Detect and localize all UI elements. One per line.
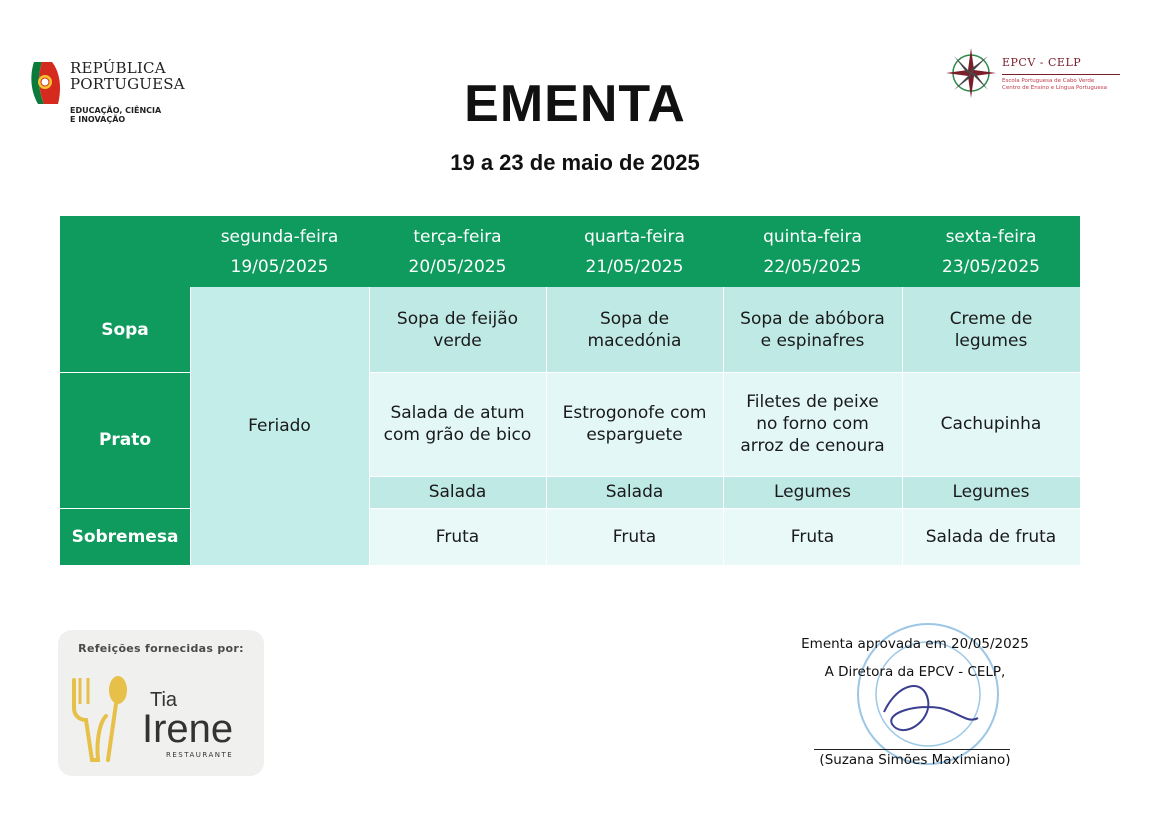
school-name: EPCV - CELP xyxy=(1002,56,1082,69)
day-date: 19/05/2025 xyxy=(230,256,329,277)
row-header-prato: Prato xyxy=(60,372,190,508)
school-sub-line1: Escola Portuguesa de Cabo Verde xyxy=(1002,78,1095,84)
grid-line xyxy=(369,287,370,565)
brand-line2: Irene xyxy=(142,707,234,751)
signature-line xyxy=(814,749,1010,750)
holiday-cell: Feriado xyxy=(190,287,369,565)
grid-line xyxy=(369,372,1080,373)
caterer-card xyxy=(58,630,264,776)
grid-line xyxy=(190,287,191,565)
page-title: EMENTA xyxy=(464,75,686,133)
fork-spoon-icon xyxy=(74,676,127,760)
prato-cell: Estrogonofe com esparguete xyxy=(546,372,723,476)
prato-cell: Cachupinha xyxy=(902,372,1080,476)
weekday-label: segunda-feira xyxy=(220,226,339,247)
side-dish-cell: Legumes xyxy=(902,476,1080,508)
weekday-label: sexta-feira xyxy=(945,226,1037,247)
sopa-cell: Sopa de macedónia xyxy=(546,287,723,372)
approval-role: A Diretora da EPCV - CELP, xyxy=(824,664,1006,680)
sopa-cell: Creme de legumes xyxy=(902,287,1080,372)
grid-line xyxy=(60,372,190,373)
day-date: 21/05/2025 xyxy=(585,256,684,277)
grid-line xyxy=(60,508,190,509)
grid-line xyxy=(723,287,724,565)
row-header-sobremesa: Sobremesa xyxy=(60,508,190,565)
weekday-label: quinta-feira xyxy=(763,226,862,247)
signatory-name: (Suzana Simões Maximiano) xyxy=(819,752,1011,768)
side-dish-cell: Legumes xyxy=(723,476,902,508)
corner-cell xyxy=(60,216,190,287)
day-header-tuesday xyxy=(369,216,546,287)
day-date: 23/05/2025 xyxy=(942,256,1040,277)
brand-sub: RESTAURANTE xyxy=(166,751,234,759)
sobremesa-cell: Fruta xyxy=(546,508,723,565)
day-date: 22/05/2025 xyxy=(763,256,862,277)
day-header-monday xyxy=(190,216,369,287)
ministry-line1: EDUCAÇÃO, CIÊNCIA xyxy=(70,106,162,115)
grid-line xyxy=(369,508,1080,509)
tia-irene-logo xyxy=(66,660,258,770)
day-date: 20/05/2025 xyxy=(408,256,507,277)
grid-line xyxy=(546,287,547,565)
day-header-thursday xyxy=(723,216,902,287)
weekday-label: terça-feira xyxy=(413,226,502,247)
row-header-sopa: Sopa xyxy=(60,287,190,372)
sopa-cell: Sopa de abóbora e espinafres xyxy=(723,287,902,372)
grid-line xyxy=(902,287,903,565)
republica-line2: PORTUGUESA xyxy=(70,75,185,93)
side-dish-cell: Salada xyxy=(546,476,723,508)
republica-line1: REPÚBLICA xyxy=(70,59,166,77)
sobremesa-cell: Salada de fruta xyxy=(902,508,1080,565)
sobremesa-cell: Fruta xyxy=(723,508,902,565)
caterer-label: Refeições fornecidas por: xyxy=(78,642,244,655)
sopa-cell: Sopa de feijão verde xyxy=(369,287,546,372)
day-header-wednesday xyxy=(546,216,723,287)
ministry-line2: E INOVAÇÃO xyxy=(70,115,126,124)
side-dish-cell: Salada xyxy=(369,476,546,508)
weekday-label: quarta-feira xyxy=(584,226,685,247)
approval-date: Ementa aprovada em 20/05/2025 xyxy=(801,636,1029,652)
sobremesa-cell: Fruta xyxy=(369,508,546,565)
prato-cell: Salada de atum com grão de bico xyxy=(369,372,546,476)
date-range: 19 a 23 de maio de 2025 xyxy=(450,150,700,175)
prato-cell: Filetes de peixe no forno com arroz de cenoura xyxy=(723,372,902,476)
brand-line1: Tia xyxy=(150,689,178,711)
day-header-friday xyxy=(902,216,1080,287)
grid-line xyxy=(369,476,1080,477)
menu-table xyxy=(60,216,1080,565)
school-sub-line2: Centro de Ensino e Língua Portuguesa xyxy=(1002,85,1107,91)
